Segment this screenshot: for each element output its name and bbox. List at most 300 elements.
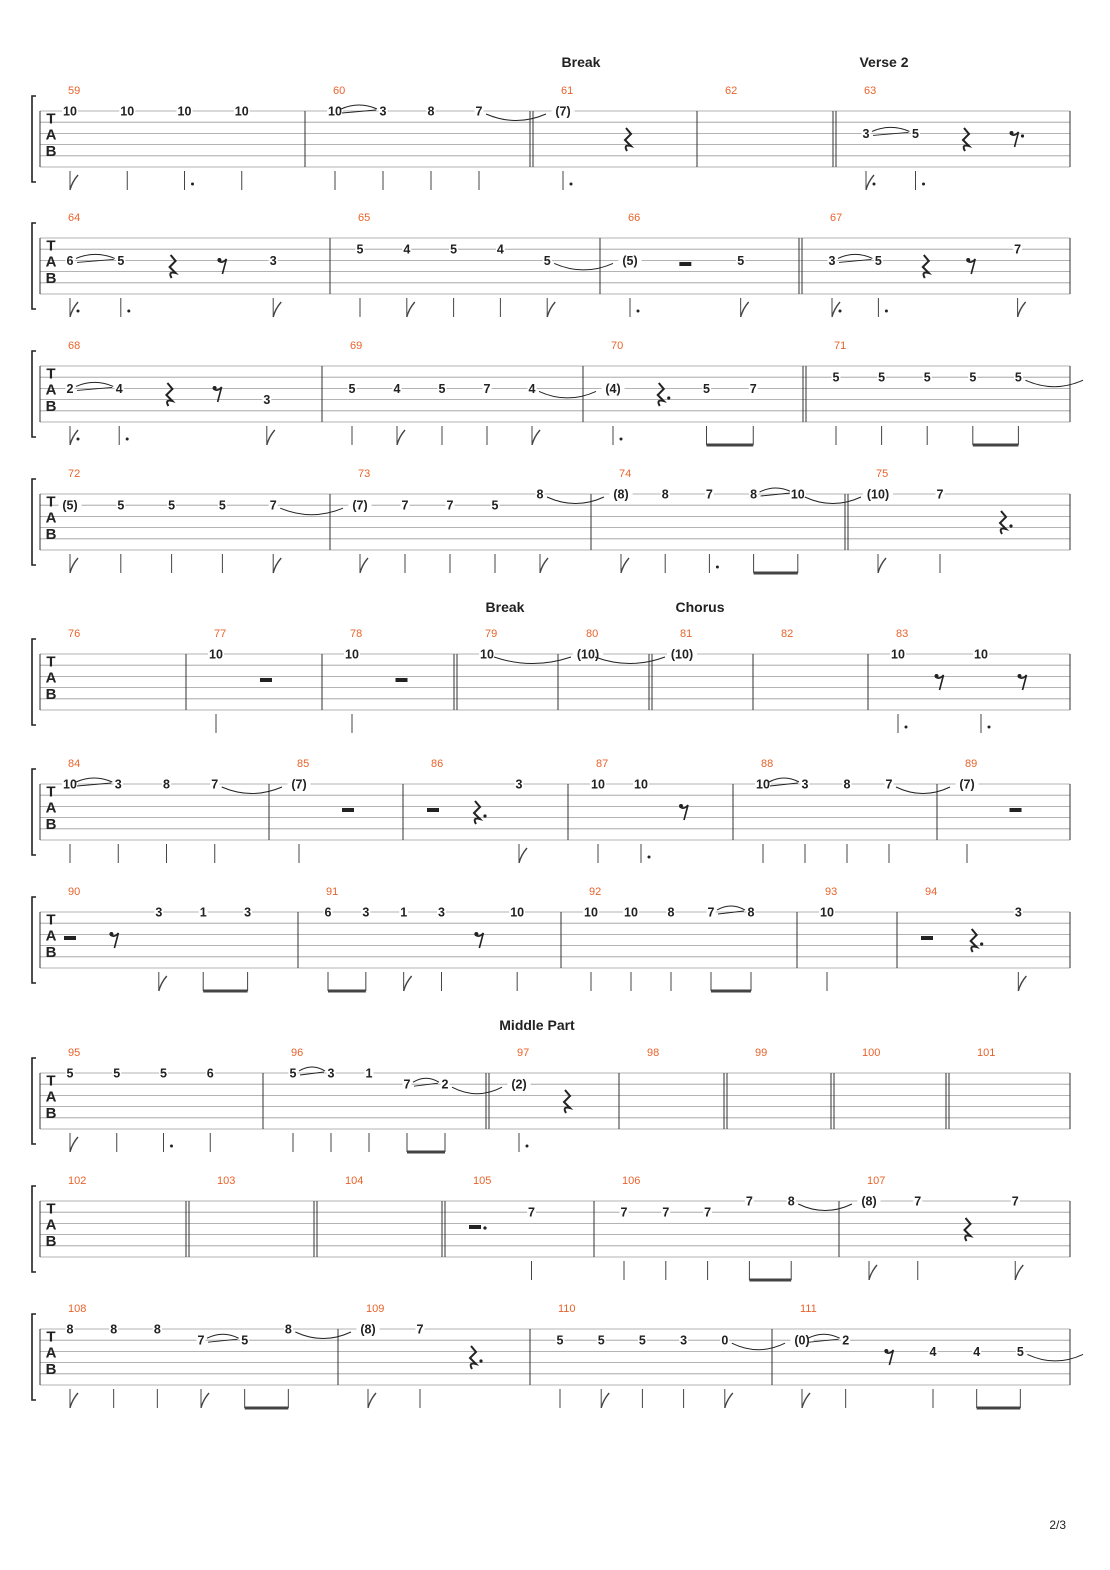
eighth-flag <box>1015 1265 1023 1280</box>
section-label: Break <box>561 54 601 70</box>
eighth-flag <box>1018 976 1026 991</box>
fret-number: 7 <box>914 1194 922 1209</box>
fret-number: 7 <box>197 1333 205 1348</box>
eighth-flag <box>273 302 281 317</box>
quarter-rest <box>965 1218 971 1241</box>
measure-number: 68 <box>68 340 81 352</box>
fret-number: 5 <box>638 1333 646 1348</box>
fret-number: 5 <box>703 381 710 396</box>
measure-number: 111 <box>800 1303 817 1315</box>
measure-number: 106 <box>622 1175 641 1187</box>
fret-number: 5 <box>241 1333 249 1348</box>
duration-dot <box>570 183 573 186</box>
quarter-rest <box>963 128 969 151</box>
tab-clef-t: T <box>46 110 56 128</box>
tab-clef-a: A <box>45 1088 57 1106</box>
measure-number: 87 <box>596 758 609 770</box>
fret-number: (8) <box>613 487 629 502</box>
rest-head <box>474 932 478 936</box>
duration-dot <box>127 310 130 313</box>
fret-number: 7 <box>1014 242 1022 257</box>
fret-number: 7 <box>403 1077 411 1092</box>
tab-clef-b: B <box>45 397 57 415</box>
quarter-rest <box>170 255 176 278</box>
fret-number: 10 <box>63 777 77 792</box>
tab-clef-t: T <box>46 365 56 383</box>
quarter-rest <box>564 1090 570 1113</box>
measure-number: 77 <box>214 628 227 640</box>
half-rest <box>427 808 439 812</box>
eighth-flag <box>540 558 548 573</box>
measure-number: 65 <box>358 212 371 224</box>
slide-line <box>77 387 112 390</box>
fret-number: 8 <box>427 104 435 119</box>
fret-number: (8) <box>360 1322 376 1337</box>
tie-arc <box>732 1343 785 1350</box>
system-bracket <box>32 223 36 309</box>
eighth-flag <box>1018 302 1026 317</box>
fret-number: 4 <box>115 381 123 396</box>
eighth-flag <box>866 175 874 190</box>
measure-number: 91 <box>326 886 339 898</box>
measure-number: 62 <box>725 85 738 97</box>
fret-number: 8 <box>153 1322 161 1337</box>
fret-number: 10 <box>790 487 805 502</box>
duration-dot <box>191 183 194 186</box>
tab-clef-b: B <box>45 142 57 160</box>
measure-number: 100 <box>862 1047 881 1059</box>
tab-clef-a: A <box>45 669 57 687</box>
measure-number: 75 <box>876 468 889 480</box>
measure-number: 67 <box>830 212 843 224</box>
slide-line <box>300 1072 324 1075</box>
rest-dot <box>479 1359 482 1362</box>
fret-number: 5 <box>1014 370 1022 385</box>
fret-number: 4 <box>496 242 504 257</box>
quarter-rest <box>1000 511 1006 534</box>
tab-clef-t: T <box>46 1200 56 1218</box>
eighth-flag <box>519 848 527 863</box>
eighth-flag <box>869 1265 877 1280</box>
fret-number: 5 <box>113 1066 121 1081</box>
fret-number: 10 <box>756 777 770 792</box>
fret-number: 10 <box>634 777 648 792</box>
tab-clef-a: A <box>45 253 57 271</box>
fret-number: 1 <box>365 1066 373 1081</box>
tab-clef-t: T <box>46 1072 56 1090</box>
slide-line <box>718 911 744 914</box>
tab-clef-t: T <box>46 1328 56 1346</box>
eighth-flag <box>621 558 629 573</box>
tab-clef-t: T <box>46 783 56 801</box>
measure-number: 76 <box>68 628 81 640</box>
measure-number: 82 <box>781 628 794 640</box>
fret-number: 7 <box>401 498 409 513</box>
duration-dot <box>922 183 925 186</box>
fret-number: (10) <box>866 487 890 502</box>
fret-number: 3 <box>1014 905 1022 920</box>
fret-number: (0) <box>794 1333 810 1348</box>
tab-clef-a: A <box>45 799 57 817</box>
eighth-flag <box>70 430 78 445</box>
measure-number: 80 <box>586 628 599 640</box>
fret-number: 10 <box>820 905 834 920</box>
rest-dot <box>667 396 670 399</box>
tie-arc <box>539 391 596 398</box>
measure-number: 74 <box>619 468 632 480</box>
section-label: Middle Part <box>499 1017 575 1033</box>
tie-arc <box>896 787 950 794</box>
rest-dot <box>483 1226 486 1229</box>
quarter-rest <box>658 383 664 406</box>
fret-number: 2 <box>441 1077 449 1092</box>
eighth-flag <box>407 302 415 317</box>
eighth-flag <box>832 302 840 317</box>
slur-arc <box>760 488 792 492</box>
fret-number: 3 <box>327 1066 335 1081</box>
fret-number: 8 <box>787 1194 795 1209</box>
measure-number: 84 <box>68 758 81 770</box>
duration-dot <box>126 438 129 441</box>
fret-number: 5 <box>878 370 886 385</box>
fret-number: 3 <box>680 1333 688 1348</box>
fret-number: 8 <box>110 1322 118 1337</box>
tab-clef-a: A <box>45 509 57 527</box>
tab-clef-b: B <box>45 685 57 703</box>
half-rest <box>64 936 76 940</box>
system-bracket <box>32 96 36 182</box>
fret-number: 5 <box>160 1066 167 1081</box>
fret-number: 6 <box>66 253 74 268</box>
fret-number: 3 <box>263 393 271 408</box>
tie-arc <box>798 1204 852 1211</box>
eighth-flag <box>70 302 78 317</box>
fret-number: 10 <box>209 647 223 662</box>
quarter-rest <box>625 128 631 151</box>
tab-clef-b: B <box>45 269 57 287</box>
fret-number: 5 <box>168 498 176 513</box>
fret-number: 5 <box>117 498 125 513</box>
fret-number: 7 <box>416 1322 424 1337</box>
duration-dot <box>873 183 876 186</box>
fret-number: (10) <box>670 647 694 662</box>
rest-head <box>679 804 683 808</box>
slur-arc <box>717 906 745 910</box>
fret-number: 4 <box>929 1344 937 1359</box>
fret-number: 7 <box>1011 1194 1019 1209</box>
rest-head <box>109 932 113 936</box>
fret-number: 5 <box>556 1333 564 1348</box>
fret-number: 7 <box>705 487 713 502</box>
half-rest <box>679 262 691 266</box>
fret-number: (7) <box>352 498 368 513</box>
fret-number: 8 <box>661 487 669 502</box>
rest-dot <box>1021 134 1024 137</box>
fret-number: 3 <box>828 253 836 268</box>
slide-line <box>77 259 114 262</box>
half-rest <box>1010 808 1022 812</box>
fret-number: 6 <box>206 1066 214 1081</box>
quarter-rest <box>470 1346 476 1369</box>
duration-dot <box>905 726 908 729</box>
measure-number: 85 <box>297 758 310 770</box>
rest-dot <box>483 814 486 817</box>
fret-number: 3 <box>515 777 523 792</box>
duration-dot <box>620 438 623 441</box>
section-label: Chorus <box>675 599 725 615</box>
eighth-flag <box>368 1393 376 1408</box>
fret-number: 10 <box>591 777 605 792</box>
eighth-flag <box>70 1137 78 1152</box>
rest-head <box>1010 131 1014 135</box>
tie-arc <box>554 263 613 270</box>
fret-number: 4 <box>528 381 536 396</box>
fret-number: (7) <box>555 104 571 119</box>
slide-line <box>414 1083 438 1086</box>
fret-number: 5 <box>832 370 840 385</box>
measure-number: 71 <box>834 340 847 352</box>
eighth-flag <box>360 558 368 573</box>
tab-clef-b: B <box>45 1232 57 1250</box>
eighth-flag <box>201 1393 209 1408</box>
measure-number: 69 <box>350 340 363 352</box>
eighth-flag <box>532 430 540 445</box>
fret-number: 5 <box>912 126 919 141</box>
slur-arc <box>76 382 113 386</box>
fret-number: 7 <box>483 381 491 396</box>
slur-arc <box>76 778 112 782</box>
fret-number: 1 <box>199 905 207 920</box>
measure-number: 89 <box>965 758 978 770</box>
fret-number: 10 <box>63 104 77 119</box>
fret-number: 4 <box>403 242 411 257</box>
fret-number: 3 <box>155 905 163 920</box>
tab-clef-t: T <box>46 653 56 671</box>
fret-number: 10 <box>234 104 249 119</box>
tab-clef-b: B <box>45 815 57 833</box>
fret-number: 7 <box>475 104 483 119</box>
slide-line <box>342 110 376 113</box>
fret-number: 10 <box>177 104 192 119</box>
half-rest <box>396 678 408 682</box>
eighth-flag <box>70 558 78 573</box>
fret-number: 3 <box>862 126 870 141</box>
tie-arc <box>295 1332 351 1339</box>
fret-number: 8 <box>163 777 170 792</box>
fret-number: 7 <box>707 905 715 920</box>
slide-line <box>770 783 798 786</box>
fret-number: (4) <box>605 381 621 396</box>
measure-number: 110 <box>558 1303 576 1315</box>
fret-number: 2 <box>66 381 74 396</box>
fret-number: 5 <box>491 498 499 513</box>
tab-clef-b: B <box>45 525 57 543</box>
tab-clef-a: A <box>45 381 57 399</box>
fret-number: 6 <box>324 905 332 920</box>
fret-number: 7 <box>528 1205 535 1220</box>
fret-number: 10 <box>345 647 359 662</box>
duration-dot <box>77 438 80 441</box>
fret-number: 4 <box>973 1344 981 1359</box>
fret-number: 10 <box>584 905 598 920</box>
fret-number: 5 <box>923 370 931 385</box>
fret-number: 7 <box>446 498 454 513</box>
slide-line <box>208 1339 238 1342</box>
fret-number: 3 <box>269 253 277 268</box>
fret-number: 8 <box>536 487 544 502</box>
fret-number: 7 <box>936 487 944 502</box>
eighth-flag <box>267 430 275 445</box>
eighth-flag <box>397 430 405 445</box>
measure-number: 97 <box>517 1047 530 1059</box>
tie-arc <box>595 657 665 664</box>
tab-clef-a: A <box>45 126 57 144</box>
system-bracket <box>32 897 36 983</box>
fret-number: (5) <box>62 498 78 513</box>
slur-arc <box>872 127 910 131</box>
page-number: 2/3 <box>1049 1518 1066 1532</box>
fret-number: 10 <box>328 104 342 119</box>
measure-number: 59 <box>68 85 81 97</box>
measure-number: 108 <box>68 1303 87 1315</box>
duration-dot <box>526 1145 529 1148</box>
tie-arc <box>486 114 546 121</box>
measure-number: 101 <box>977 1047 996 1059</box>
slur-arc <box>413 1078 439 1082</box>
fret-number: 3 <box>379 104 387 119</box>
fret-number: 5 <box>218 498 226 513</box>
half-rest <box>921 936 933 940</box>
eighth-flag <box>741 302 749 317</box>
quarter-rest <box>923 255 929 278</box>
rest-dot <box>980 942 983 945</box>
tab-clef-b: B <box>45 943 57 961</box>
fret-number: 8 <box>284 1322 292 1337</box>
measure-number: 99 <box>755 1047 768 1059</box>
measure-number: 72 <box>68 468 81 480</box>
system-bracket <box>32 479 36 565</box>
tie-arc <box>280 508 343 515</box>
system-bracket <box>32 769 36 855</box>
slur-arc <box>299 1067 325 1071</box>
quarter-rest <box>166 383 172 406</box>
measure-number: 63 <box>864 85 877 97</box>
fret-number: 10 <box>624 905 638 920</box>
fret-number: 5 <box>289 1066 297 1081</box>
rest-head <box>1018 674 1022 678</box>
fret-number: (8) <box>861 1194 877 1209</box>
eighth-flag <box>547 302 555 317</box>
rest-head <box>213 386 217 390</box>
system-bracket <box>32 1058 36 1144</box>
fret-number: 7 <box>269 498 277 513</box>
fret-number: 7 <box>620 1205 628 1220</box>
eighth-flag <box>273 558 281 573</box>
fret-number: 8 <box>750 487 758 502</box>
measure-number: 66 <box>628 212 641 224</box>
fret-number: 4 <box>393 381 401 396</box>
half-rest <box>469 1225 481 1229</box>
fret-number: 8 <box>747 905 755 920</box>
duration-dot <box>988 726 991 729</box>
measure-number: 78 <box>350 628 363 640</box>
tie-arc <box>494 657 571 664</box>
tie-arc <box>1025 380 1083 387</box>
quarter-rest <box>474 801 480 824</box>
fret-number: 10 <box>974 647 988 662</box>
fret-number: 3 <box>801 777 809 792</box>
eighth-flag <box>802 1393 810 1408</box>
tab-clef-t: T <box>46 911 56 929</box>
fret-number: (7) <box>959 777 975 792</box>
fret-number: 10 <box>891 647 905 662</box>
fret-number: 7 <box>704 1205 712 1220</box>
fret-number: 10 <box>480 647 494 662</box>
measure-number: 96 <box>291 1047 304 1059</box>
fret-number: 2 <box>842 1333 850 1348</box>
measure-number: 79 <box>485 628 498 640</box>
fret-number: 8 <box>66 1322 74 1337</box>
fret-number: 3 <box>114 777 122 792</box>
section-label: Verse 2 <box>859 54 909 70</box>
system-bracket <box>32 1314 36 1400</box>
measure-number: 73 <box>358 468 371 480</box>
fret-number: 7 <box>885 777 893 792</box>
eighth-flag <box>878 558 886 573</box>
measure-number: 107 <box>867 1175 886 1187</box>
fret-number: 5 <box>737 253 745 268</box>
half-rest <box>260 678 272 682</box>
fret-number: 5 <box>874 253 882 268</box>
measure-number: 81 <box>680 628 693 640</box>
fret-number: (5) <box>622 253 638 268</box>
duration-dot <box>839 310 842 313</box>
measure-number: 70 <box>611 340 624 352</box>
measure-number: 92 <box>589 886 602 898</box>
slur-arc <box>838 254 872 258</box>
fret-number: 3 <box>244 905 252 920</box>
fret-number: 8 <box>843 777 851 792</box>
measure-number: 109 <box>366 1303 385 1315</box>
fret-number: 7 <box>745 1194 753 1209</box>
fret-number: (7) <box>291 777 307 792</box>
fret-number: 1 <box>400 905 408 920</box>
measure-number: 88 <box>761 758 774 770</box>
fret-number: 10 <box>510 905 525 920</box>
fret-number: 5 <box>969 370 977 385</box>
tab-clef-t: T <box>46 237 56 255</box>
measure-number: 94 <box>925 886 938 898</box>
tab-clef-a: A <box>45 1216 57 1234</box>
fret-number: 3 <box>438 905 445 920</box>
fret-number: 5 <box>450 242 458 257</box>
tie-arc <box>805 497 861 504</box>
slur-arc <box>207 1334 239 1338</box>
fret-number: (2) <box>511 1077 527 1092</box>
duration-dot <box>716 566 719 569</box>
measure-number: 83 <box>896 628 909 640</box>
fret-number: 5 <box>1016 1344 1024 1359</box>
fret-number: 3 <box>362 905 370 920</box>
section-label: Break <box>485 599 525 615</box>
rest-dot <box>1009 524 1012 527</box>
fret-number: 0 <box>721 1333 729 1348</box>
tie-arc <box>222 787 282 794</box>
slide-line <box>77 783 111 786</box>
measure-number: 98 <box>647 1047 660 1059</box>
eighth-flag <box>404 976 412 991</box>
measure-number: 102 <box>68 1175 87 1187</box>
